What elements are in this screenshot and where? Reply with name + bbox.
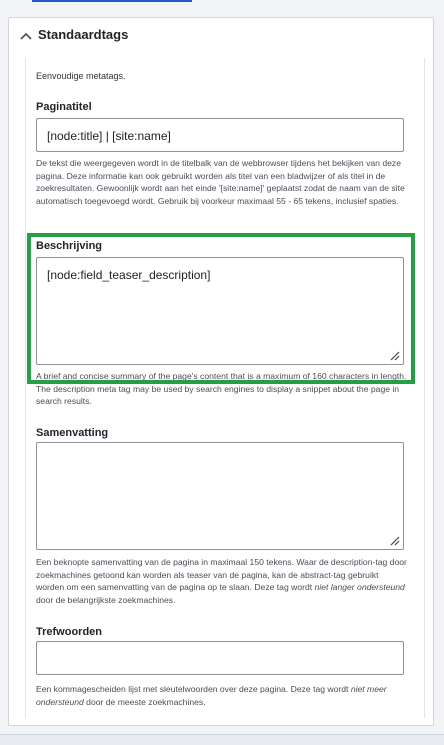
samenvatting-help [36, 556, 408, 606]
beschrijving-textarea[interactable] [36, 257, 404, 365]
trefwoorden-help [36, 683, 408, 708]
trefwoorden-help-emphasis: niet meer ondersteund [36, 684, 387, 707]
paginatitel-input[interactable]: [node:title] | [site:name] [36, 118, 404, 152]
trefwoorden-label: Trefwoorden [36, 626, 103, 638]
panel-title: Standaardtags [38, 27, 129, 42]
resize-grip-icon[interactable] [390, 351, 400, 361]
chevron-up-icon [19, 29, 33, 43]
resize-grip-icon[interactable] [390, 536, 400, 546]
bottom-bar [0, 734, 444, 745]
samenvatting-help-text-end: door de belangrijkste zoekmachines. [36, 594, 176, 605]
section-intro: Eenvoudige metatags. [36, 71, 126, 81]
trefwoorden-help-text: Een kommagescheiden lijst met sleutelwoorden over deze pagina. Deze tag wordt [36, 684, 351, 694]
samenvatting-label: Samenvatting [36, 427, 109, 439]
beschrijving-label: Beschrijving [36, 240, 103, 252]
trefwoorden-help-text-end: door de meeste zoekmachines. [83, 696, 206, 707]
paginatitel-label: Paginatitel [36, 101, 92, 113]
samenvatting-textarea[interactable] [36, 442, 404, 550]
samenvatting-help-text: Een beknopte samenvatting van de pagina in maximaal 150 tekens. Waar de description-tag door zoekmachines getoond kan worden als teaser van de pagina, kan de abstract-tag gebruikt worden om een samenvatting van de pagina op te slaan. Deze tag wordt [36, 557, 407, 592]
paginatitel-help: De tekst die weergegeven wordt in de titelbalk van de webbrowser tijdens het bekijken van deze pagina. Deze informatie kan ook gebruikt worden als titel van een bladwijzer of als titel in de zoekresultaten. Gewoonlijk wordt aan het einde '[site:name]' geplaatst zodat de naam van de site automatisch toegevoegd wordt. Gebruik bij voorkeur maximaal 55 - 65 tekens, inclusief spaties. [36, 158, 405, 206]
beschrijving-value: [node:field_teaser_description] [47, 268, 211, 282]
samenvatting-help-emphasis: niet langer ondersteund [314, 582, 405, 592]
top-link-underline [32, 0, 192, 2]
trefwoorden-input[interactable] [36, 641, 404, 675]
panel-header[interactable] [9, 18, 433, 54]
beschrijving-help: A brief and concise summary of the page's content that is a maximum of 160 characters in length. The description meta tag may be used by search engines to display a snippet about the page in search results. [36, 371, 407, 406]
